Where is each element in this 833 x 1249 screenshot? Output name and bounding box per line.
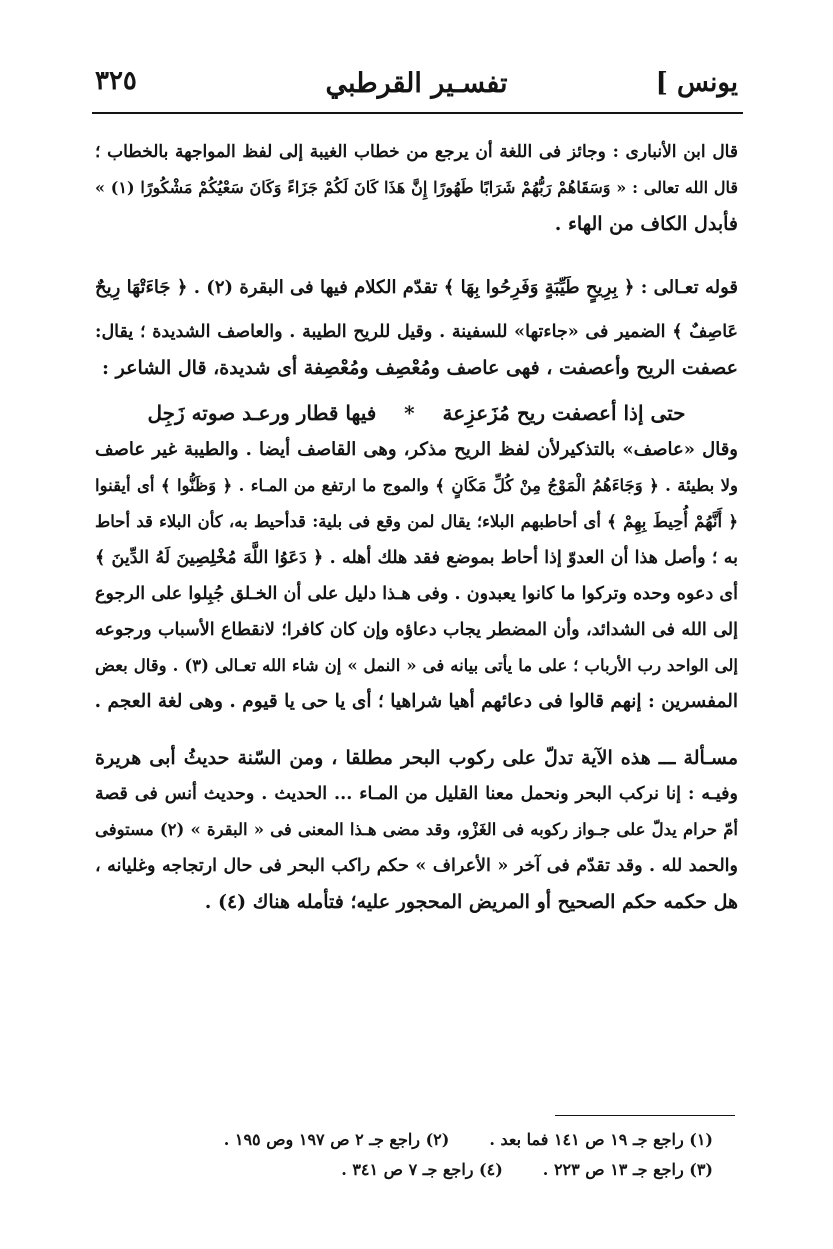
footnote-3: (٣) راجع جـ ١٣ ص ٢٢٣ .: [542, 1160, 713, 1179]
text-line: به ؛ وأصل هذا أن العدوّ إذا أحاط بموضع فقد هلك أهله . ﴿ دَعَوُا اللَّهَ مُخْلِصِينَ لَهُ الدِّينَ ﴾: [95, 548, 738, 568]
text-line: قال الله تعالى : « وَسَقَاهُمْ رَبُّهُمْ شَرَابًا طَهُورًا إِنَّ هَذَا كَانَ لَكُمْ جَزَاءً وَكَانَ سَعْيُكُمْ مَشْكُورًا (١) »: [95, 178, 739, 197]
text-line: وقال «عاصف» بالتذكيرلأن لفظ الريح مذكر، وهى القاصف أيضا . والطيبة غير عاصف: [95, 439, 738, 460]
paragraph-2: [95, 276, 738, 380]
footnote-4: (٤) راجع جـ ٧ ص ٣٤١ .: [341, 1160, 503, 1179]
page-number: ٣٢٥: [95, 66, 137, 96]
text-line: إلى الواحد رب الأرباب ؛ على ما يأتى بيانه فى « النمل » إن شاء الله تعـالى (٣) . وقال بعض: [95, 656, 738, 675]
verse-separator: *: [404, 401, 415, 425]
book-title: تفسـير القرطبي: [325, 68, 508, 99]
text-line: المفسرين : إنهم قالوا فى دعائهم أهيا شراهيا ؛ أى يا حى يا قيوم . وهى لغة العجم .: [94, 691, 738, 712]
text-line: والحمد لله . وقد تقدّم فى آخر « الأعراف » حكم راكب البحر فى حال ارتجاجه وغليانه ،: [95, 856, 738, 876]
footnotes: [140, 1125, 713, 1185]
text-line: أى دعوه وحده وتركوا ما كانوا يعبدون . وفى هـذا دليل على أن الخـلق جُبِلوا على الرجوع: [95, 584, 738, 604]
paragraph-3: [95, 438, 738, 714]
text-line: قال ابن الأنبارى : وجائز فى اللغة أن يرجع من خطاب الغيبة إلى لفظ المواجهة بالخطاب ؛: [95, 142, 738, 162]
poetry-verse: [95, 400, 738, 426]
text-line: ﴿ أَنَّهُمْ أُحِيطَ بِهِمْ ﴾ أى أحاطبهم البلاء؛ يقال لمن وقع فى بلية: قدأحيط به، كأن البلاء قد أحاط: [95, 512, 738, 531]
main-text: [95, 130, 738, 914]
header-rule: [92, 112, 743, 114]
text-line: إلى الله فى الشدائد، وأن المضطر يجاب دعاؤه وإن كان كافرا؛ لانقطاع الأسباب ورجوعه: [95, 620, 738, 640]
text-line: أمّ حرام يدلّ على جـواز ركوبه فى الغَزْو، وقد مضى هـذا المعنى فى « البقرة » (٢) مستوفى: [95, 820, 738, 839]
verse-second-hemistich: فيها قطار ورعـد صوته زَجِل: [147, 401, 377, 425]
text-line: عصفت الريح وأعصفت ، فهى عاصف ومُعْصِف ومُعْصِفة أى شديدة، قال الشاعر :: [102, 357, 738, 379]
surah-name: يونس ]: [655, 68, 738, 98]
text-line: عَاصِفٌ ﴾ الضمير فى «جاءتها» للسفينة . وقيل للريح الطيبة . والعاصف الشديدة ؛ يقال:: [95, 322, 738, 342]
footnote-2: (٢) راجع جـ ٢ ص ١٩٧ وص ١٩٥ .: [223, 1130, 450, 1149]
footnote-row: [140, 1125, 713, 1155]
paragraph-1: [95, 140, 738, 236]
text-line: مسـألة ـــ هذه الآية تدلّ على ركوب البحر مطلقا ، ومن السّنة حديثُ أبى هريرة: [95, 747, 738, 769]
text-line: وفيـه : إنا نركب البحر ونحمل معنا القليل من المـاء ... الحديث . وحديث أنس فى قصة: [95, 784, 738, 804]
text-line: هل حكمه حكم الصحيح أو المريض المحجور عليه؛ فتأمله هناك (٤) .: [204, 891, 738, 913]
text-line: فأبدل الكاف من الهاء .: [554, 213, 738, 235]
paragraph-4: [95, 746, 738, 914]
footnote-rule: [555, 1115, 735, 1116]
page-header: [95, 60, 738, 110]
verse-first-hemistich: حتى إذا أعصفت ريح مُزَعزِعة: [442, 401, 686, 425]
text-line: ولا بطيئة . ﴿ وَجَاءَهُمُ الْمَوْجُ مِنْ كُلِّ مَكَانٍ ﴾ والموج ما ارتفع من المـاء . ﴿ وَظَنُّوا ﴾ أى أيقنوا: [95, 476, 738, 495]
text-line: قوله تعـالى : ﴿ بِرِيحٍ طَيِّبَةٍ وَفَرِحُوا بِهَا ﴾ تقدّم الكلام فيها فى البقرة (٢) . ﴿ جَاءَتْهَا رِيحٌ: [95, 277, 738, 298]
footnote-row: [140, 1155, 713, 1185]
footnote-1: (١) راجع جـ ١٩ ص ١٤١ فما بعد .: [489, 1130, 713, 1149]
